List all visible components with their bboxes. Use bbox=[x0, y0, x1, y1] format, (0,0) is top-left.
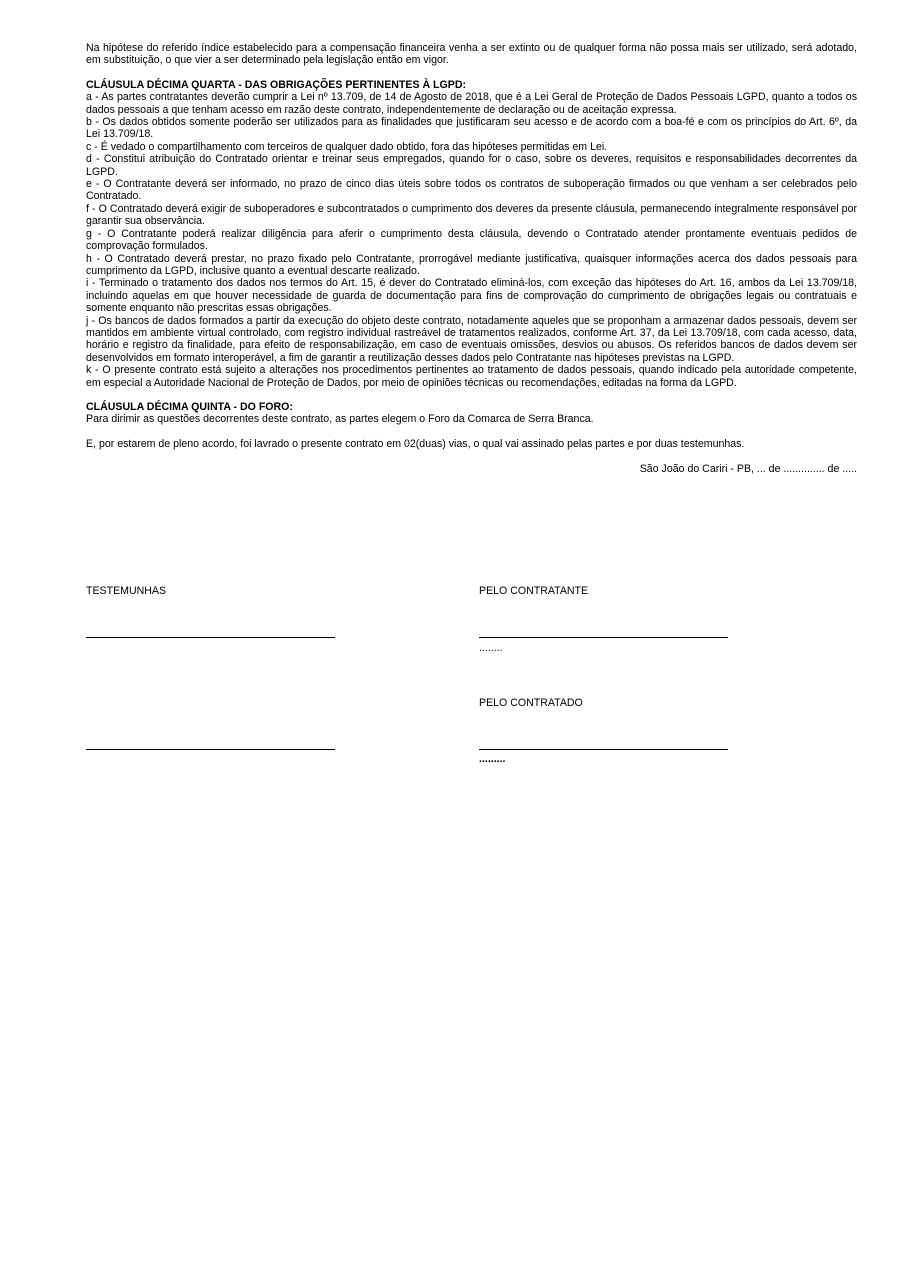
clause-14-item-g: g - O Contratante poderá realizar diligência para aferir o cumprimento desta cláusula, devendo o Contratado atender prontamente eventuais pedidos de comprovação formulados. bbox=[86, 227, 857, 253]
clause-14-item-k: k - O presente contrato está sujeito a alterações nos procedimentos pertinentes ao tratamento de dados pessoais, quando indicado pela autoridade competente, em especial a Autoridade Nacional de Proteção de Dados, por meio de opiniões técnicas ou recomendações, editadas na forma da LGPD. bbox=[86, 364, 857, 389]
closing-paragraph: E, por estarem de pleno acordo, foi lavrado o presente contrato em 02(duas) vias, o qual vai assinado pelas partes e por duas testemunhas. bbox=[86, 437, 745, 450]
witness-2-signature-line bbox=[86, 749, 335, 750]
clause-14-item-i: i - Terminado o tratamento dos dados nos termos do Art. 15, é dever do Contratado eliminá-los, com exceção das hipóteses do Art. 16, ambos da Lei 13.709/18, incluindo aquelas em que houver necessidade de guarda de documentação para fins de comprovação do cumprimento de obrigações legais ou contratuais e somente enquanto não prescritas essas obrigações. bbox=[86, 277, 857, 315]
place-date-line: São João do Cariri - PB, ... de .............. de ..... bbox=[639, 463, 857, 476]
clause-14-item-b: b - Os dados obtidos somente poderão ser utilizados para as finalidades que justificaram seu acesso e de acordo com a boa-fé e com os princípios do Art. 6º, da Lei 13.709/18. bbox=[86, 116, 857, 141]
witness-1-signature-line bbox=[86, 637, 335, 638]
clause-15-text: Para dirimir as questões decorrentes deste contrato, as partes elegem o Foro da Comarca de Serra Branca. bbox=[86, 413, 594, 426]
document-page bbox=[86, 42, 857, 476]
clause-14-item-j: j - Os bancos de dados formados a partir da execução do objeto deste contrato, notadamente aqueles que se proponham a armazenar dados pessoais, devem ser mantidos em ambiente virtual controlado, com registro individual rastreável de tratamentos realizados, conforme Art. 37, da Lei 13.709/18, com cada acesso, data, horário e registro da finalidade, para efeito de responsabilização, em caso de eventuais omissões, desvios ou abusos. Os referidos bancos de dados devem ser desenvolvidos em formato interoperável, a fim de garantir a reutilização desses dados pelo Contratante nas hipóteses previstas na LGPD. bbox=[86, 314, 857, 364]
contractor-signature-line bbox=[479, 637, 728, 638]
clause-14-item-d: d - Constitui atribuição do Contratado orientar e treinar seus empregados, quando for o caso, sobre os deveres, requisitos e responsabilidades decorrentes da LGPD. bbox=[86, 153, 857, 178]
contracted-signature-line bbox=[479, 749, 728, 750]
clause-14-heading: CLÁUSULA DÉCIMA QUARTA - DAS OBRIGAÇÕES PERTINENTES À LGPD: bbox=[86, 78, 467, 91]
contractor-name: ........ bbox=[479, 642, 503, 654]
witnesses-label: TESTEMUNHAS bbox=[86, 585, 167, 597]
contracted-label: PELO CONTRATADO bbox=[479, 697, 583, 709]
contractor-label: PELO CONTRATANTE bbox=[479, 585, 589, 597]
clause-14-item-a: a - As partes contratantes deverão cumprir a Lei nº 13.709, de 14 de Agosto de 2018, que é a Lei Geral de Proteção de Dados Pessoais LGPD, quanto a todos os dados pessoais a que tenham acesso em razão deste contrato, independentemente de declaração ou de aceitação expressa. bbox=[86, 91, 857, 116]
clause-14-item-c: c - É vedado o compartilhamento com terceiros de qualquer dado obtido, fora das hipóteses permitidas em Lei. bbox=[86, 140, 608, 153]
clause-14-item-e: e - O Contratante deverá ser informado, no prazo de cinco dias úteis sobre todos os contratos de suboperação firmados ou que venham a ser celebrados pelo Contratado. bbox=[86, 178, 857, 203]
clause-14-item-f: f - O Contratado deverá exigir de suboperadores e subcontratados o cumprimento dos deveres da presente cláusula, permanecendo integralmente responsável por garantir sua observância. bbox=[86, 202, 857, 228]
clause-14-item-h: h - O Contratado deverá prestar, no prazo fixado pelo Contratante, prorrogável mediante justificativa, quaisquer informações acerca dos dados pessoais para cumprimento da LGPD, inclusive quanto a eventual descarte realizado. bbox=[86, 252, 857, 277]
intro-paragraph: Na hipótese do referido índice estabelecido para a compensação financeira venha a ser extinto ou de qualquer forma não possa mais ser utilizado, será adotado, em substituição, o que vier a ser determinado pela legislação então em vigor. bbox=[86, 42, 857, 67]
clause-15-heading: CLÁUSULA DÉCIMA QUINTA - DO FORO: bbox=[86, 400, 293, 413]
contracted-name: ......... bbox=[479, 753, 506, 765]
